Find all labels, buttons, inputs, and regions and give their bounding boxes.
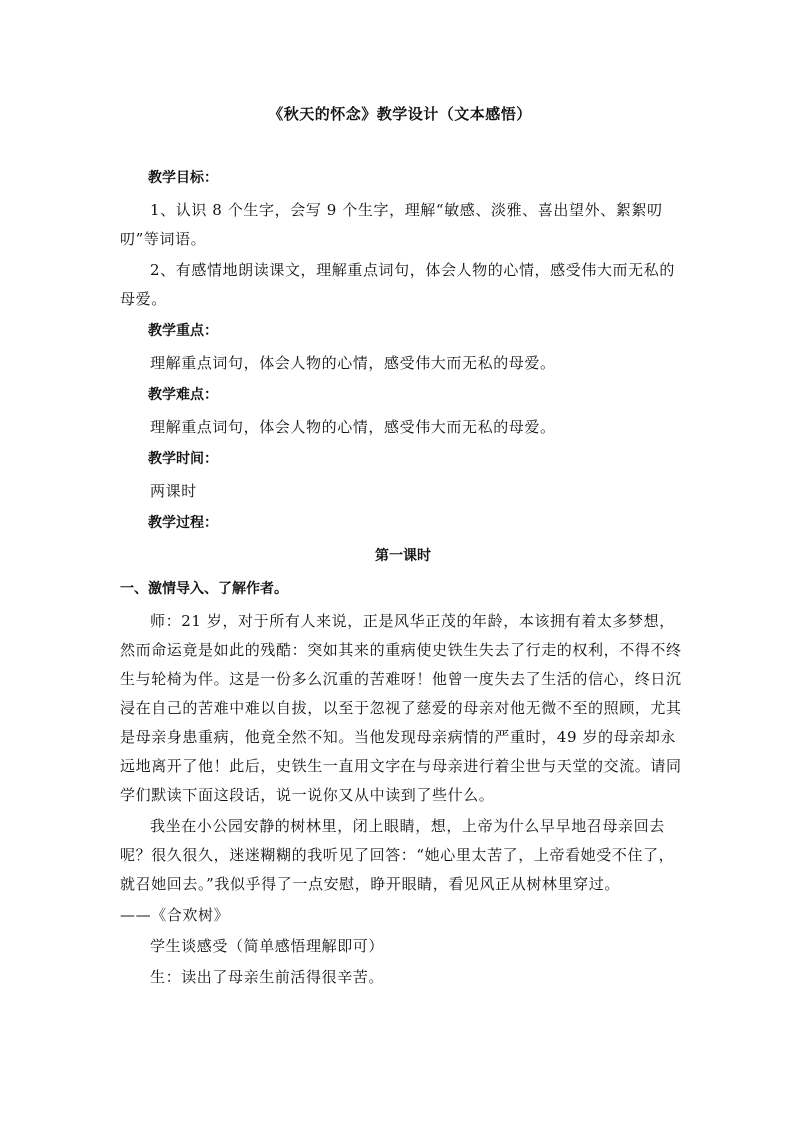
time-heading: 教学时间： (148, 451, 218, 467)
focus-text: 理解重点词句，体会人物的心情，感受伟大而无私的母爱。 (150, 354, 556, 372)
objectives-heading: 教学目标： (148, 170, 218, 186)
teacher-paragraph: 师：21 岁，对于所有人来说，正是风华正茂的年龄，本该拥有着太多梦想，然而命运竟是如此的残酷：突如其来的重病使史铁生失去了行走的权利，不得不终生与轮椅为伴。这是一份多么沉重的苦难呀！他曾一度失去了生活的信心，终日沉浸在自己的苦难中难以自拔，以至于忽视了慈爱的母亲对他无微不至的照顾，尤其是母亲身患重病，他竟全然不知。当他发现母亲病情的严重时，49 岁的母亲却永远地离开了他！此后，史铁生一直用文字在与母亲进行着尘世与天堂的交流。请同学们默读下面这段话，说一说你又从中读到了些什么。 (120, 612, 682, 804)
process-heading: 教学过程： (148, 515, 218, 531)
objective-2: 2、有感情地朗读课文，理解重点词句，体会人物的心情，感受伟大而无私的母爱。 (120, 261, 675, 308)
document-body (120, 163, 686, 994)
objective-1: 1、认识 8 个生字，会写 9 个生字，理解“敏感、淡雅、喜出望外、絮絮叨叨”等词语。 (120, 201, 663, 248)
focus-heading: 教学重点： (148, 323, 218, 339)
section-1-heading: 一、激情导入、了解作者。 (120, 581, 288, 597)
student-prompt: 学生谈感受（简单感悟理解即可） (150, 937, 385, 955)
student-answer: 生：读出了母亲生前活得很辛苦。 (150, 968, 385, 986)
quote-paragraph: 我坐在小公园安静的树林里，闭上眼睛，想，上帝为什么早早地召母亲回去呢？很久很久，迷迷糊糊的我听见了回答：“她心里太苦了，上帝看她受不住了，就召她回去。”我似乎得了一点安慰，睁开眼睛，看见风正从树林里穿过。 (120, 817, 675, 893)
quote-source: ——《合欢树》 (120, 906, 230, 924)
difficulty-heading: 教学难点： (148, 387, 218, 403)
document-title: 《秋天的怀念》教学设计（文本感悟） (268, 105, 532, 123)
time-text: 两课时 (150, 482, 197, 500)
difficulty-text: 理解重点词句，体会人物的心情，感受伟大而无私的母爱。 (150, 418, 556, 436)
lesson-heading: 第一课时 (375, 548, 431, 564)
